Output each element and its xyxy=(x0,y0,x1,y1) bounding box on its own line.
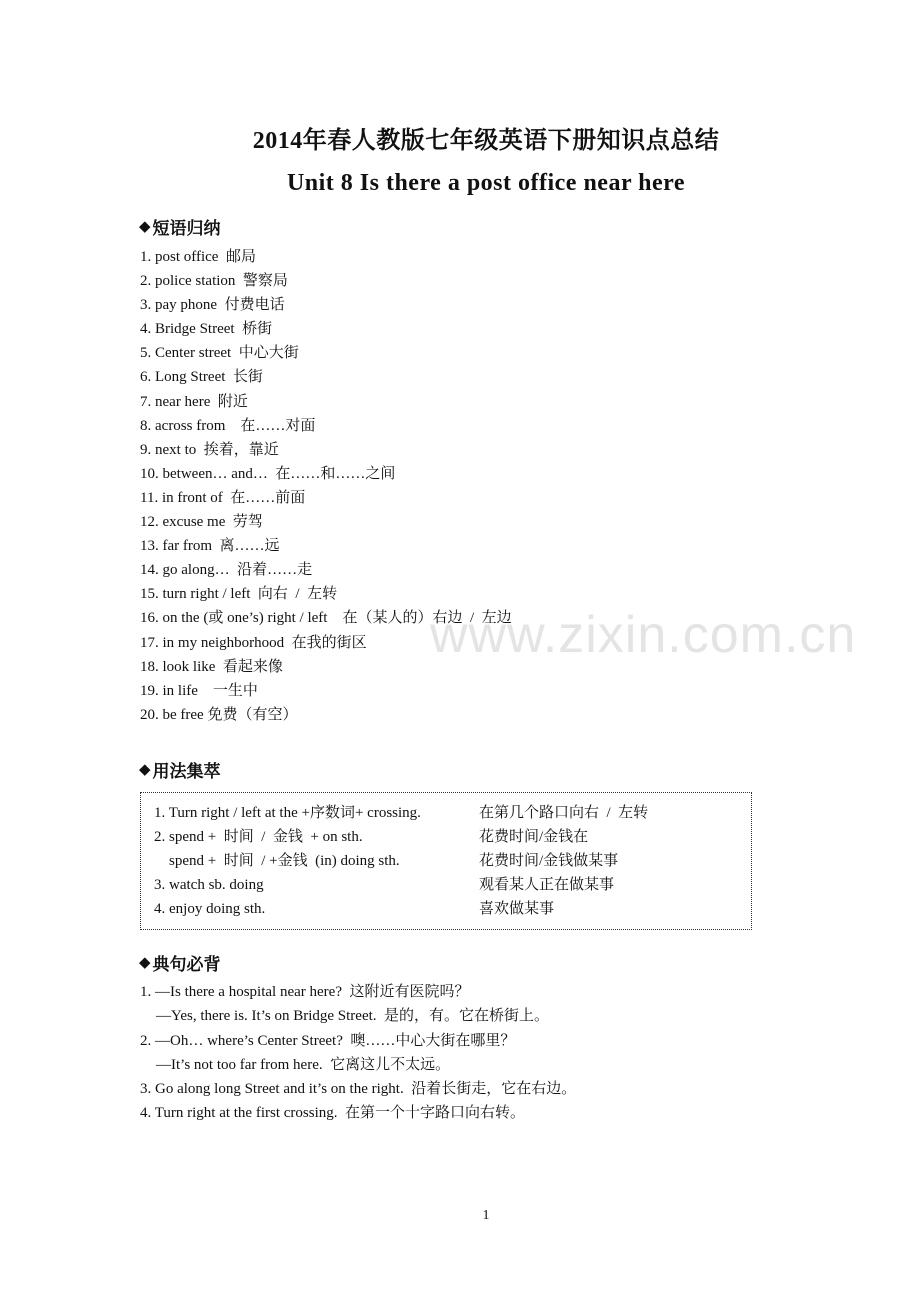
section-heading-label: 典句必背 xyxy=(152,955,221,974)
list-item: 18. look like 看起来像 xyxy=(140,658,283,675)
list-item: 9. next to 挨着，靠近 xyxy=(140,441,279,458)
list-item: 12. excuse me 劳驾 xyxy=(140,514,263,531)
usage-english: spend + 时间 / +金钱 (in) doing sth. xyxy=(154,853,400,869)
diamond-bullet-icon: ◆ xyxy=(139,762,151,778)
list-item: 10. between… and… 在……和……之间 xyxy=(140,465,396,482)
watermark: www.zixin.com.cn xyxy=(430,606,857,664)
usage-chinese: 在第几个路口向右 / 左转 xyxy=(479,805,649,821)
list-item: 1. post office 邮局 xyxy=(140,249,256,265)
list-item: 6. Long Street 长街 xyxy=(140,369,263,386)
list-item: 19. in life 一生中 xyxy=(140,682,258,699)
diamond-bullet-icon: ◆ xyxy=(139,955,151,971)
unit-title: Unit 8 Is there a post office near here xyxy=(286,170,686,196)
list-item: 8. across from 在……对面 xyxy=(140,417,316,434)
usage-row xyxy=(154,801,744,825)
sentence-line: 2. —Oh… where’s Center Street? 噢……中心大街在哪里？ xyxy=(140,1032,516,1049)
list-item: 13. far from 离……远 xyxy=(140,538,280,555)
list-item: 16. on the (或 one’s) right / left 在（某人的）右边 / 左边 xyxy=(140,610,512,627)
list-item: 4. Bridge Street 桥街 xyxy=(140,321,273,338)
list-item: 5. Center street 中心大街 xyxy=(140,345,299,362)
list-item: 2. police station 警察局 xyxy=(140,273,288,290)
page-number: 1 xyxy=(482,1208,490,1223)
sentence-line: 1. —Is there a hospital near here? 这附近有医院吗？ xyxy=(140,984,470,1000)
usage-chinese: 喜欢做某事 xyxy=(479,901,555,917)
list-item: 20. be free 免费（有空） xyxy=(140,706,298,723)
list-item: 11. in front of 在……前面 xyxy=(140,489,306,506)
list-item: 14. go along… 沿着……走 xyxy=(140,562,313,579)
phrase-list xyxy=(140,245,512,727)
usage-english: 2. spend + 时间 / 金钱 + on sth. xyxy=(154,829,363,845)
usage-row xyxy=(154,873,744,897)
diamond-bullet-icon: ◆ xyxy=(139,219,151,235)
usage-row xyxy=(154,897,744,921)
section-heading-phrases xyxy=(139,214,221,239)
usage-chinese: 观看某人正在做某事 xyxy=(479,877,615,893)
sentence-line: —Yes, there is. It’s on Bridge Street. 是的，有。它在桥街上。 xyxy=(156,1008,550,1025)
list-item: 15. turn right / left 向右 / 左转 xyxy=(140,586,338,603)
usage-row xyxy=(154,825,744,849)
list-item: 17. in my neighborhood 在我的街区 xyxy=(140,634,367,651)
sentence-line: —It’s not too far from here. 它离这儿不太远。 xyxy=(156,1056,451,1073)
usage-box xyxy=(140,792,752,930)
usage-chinese: 花费时间/金钱做某事 xyxy=(479,853,619,869)
usage-chinese: 花费时间/金钱在 xyxy=(479,829,589,845)
section-heading-sentences xyxy=(139,950,221,975)
sentence-list xyxy=(140,980,576,1126)
page-title: 2014年春人教版七年级英语下册知识点总结 xyxy=(252,128,720,154)
section-heading-label: 用法集萃 xyxy=(152,762,221,781)
sentence-line: 4. Turn right at the first crossing. 在第一个十字路口向右转。 xyxy=(140,1105,525,1122)
list-item: 3. pay phone 付费电话 xyxy=(140,297,285,314)
list-item: 7. near here 附近 xyxy=(140,393,248,410)
section-heading-label: 短语归纳 xyxy=(152,219,221,238)
sentence-line: 3. Go along long Street and it’s on the right. 沿着长街走，它在右边。 xyxy=(140,1081,577,1098)
usage-row xyxy=(154,849,744,873)
usage-english: 1. Turn right / left at the +序数词+ crossing. xyxy=(154,805,421,821)
usage-english: 3. watch sb. doing xyxy=(154,877,264,893)
usage-english: 4. enjoy doing sth. xyxy=(154,901,266,917)
section-heading-usage xyxy=(139,757,221,782)
